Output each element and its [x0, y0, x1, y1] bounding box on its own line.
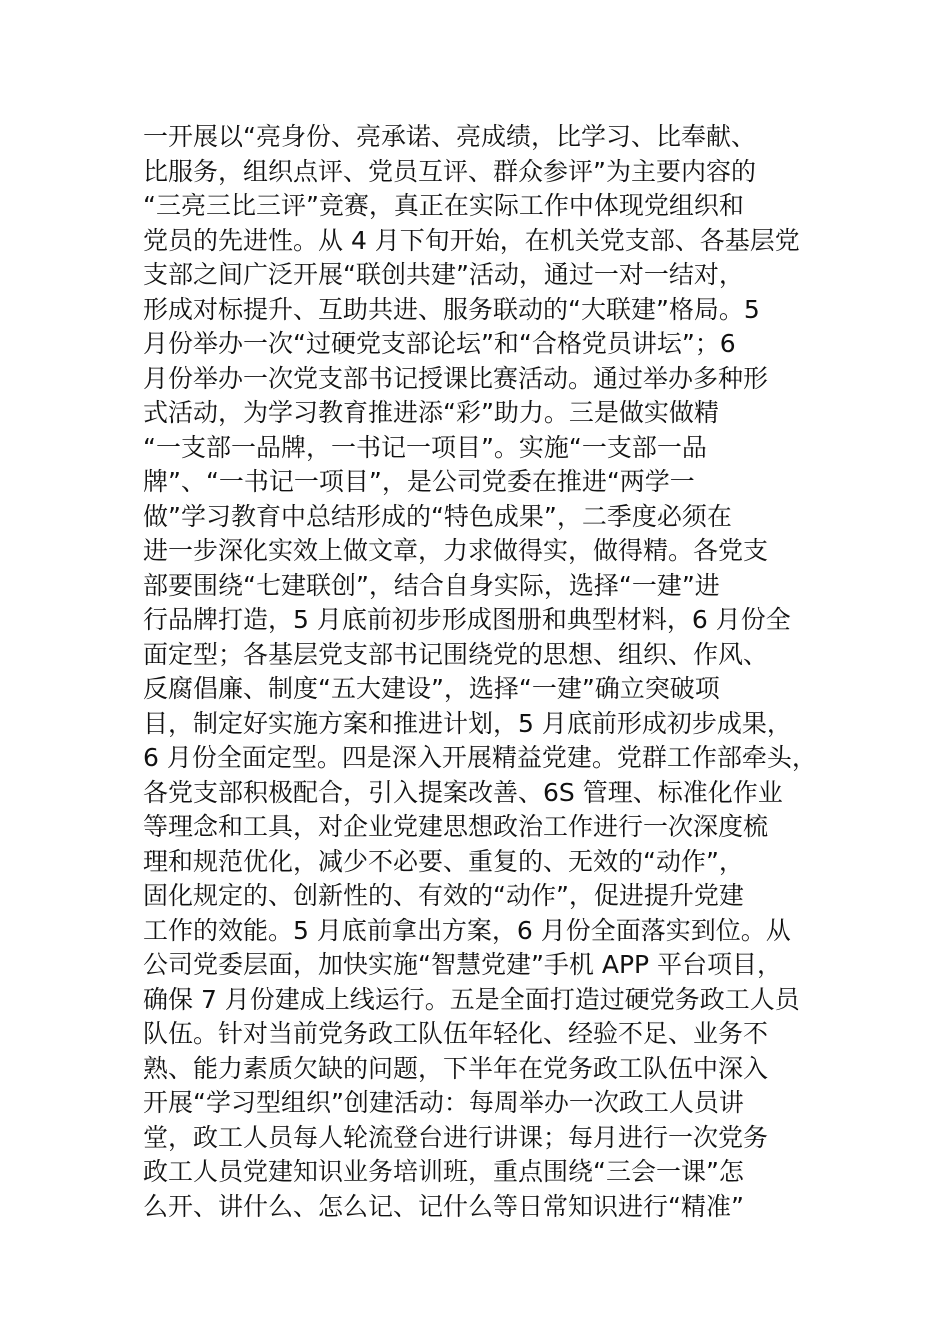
text-line: 式活动，为学习教育推进添“彩”助力。三是做实做精: [143, 398, 719, 427]
text-line: 工作的效能。5 月底前拿出方案，6 月份全面落实到位。从: [143, 915, 791, 945]
text-line: 各党支部积极配合，引入提案改善、6S 管理、标准化作业: [143, 777, 783, 807]
text-line: 月份举办一次“过硬党支部论坛”和“合格党员讲坛”；6: [143, 329, 736, 358]
text-line: 部要围绕“七建联创”，结合自身实际，选择“一建”进: [143, 570, 720, 600]
text-line: 队伍。针对当前党务政工队伍年轻化、经验不足、业务不: [143, 1019, 769, 1048]
text-line: 比服务，组织点评、党员互评、群众参评”为主要内容的: [143, 156, 756, 186]
text-line: 面定型；各基层党支部书记围绕党的思想、组织、作风、: [143, 639, 769, 669]
text-line: 理和规范优化，减少不必要、重复的、无效的“动作”，: [143, 846, 744, 876]
text-line: 等理念和工具，对企业党建思想政治工作进行一次深度梳: [143, 812, 769, 841]
text-line: 堂，政工人员每人轮流登台进行讲课；每月进行一次党务: [143, 1122, 769, 1152]
text-line: 形成对标提升、互助共进、服务联动的“大联建”格局。5: [143, 294, 760, 324]
text-line: 6 月份全面定型。四是深入开展精益党建。党群工作部牵头，: [143, 743, 817, 772]
text-line: 目，制定好实施方案和推进计划，5 月底前形成初步成果，: [143, 708, 792, 738]
text-line: 进一步深化实效上做文章，力求做得实，做得精。各党支: [143, 536, 769, 565]
text-line: 党员的先进性。从 4 月下旬开始，在机关党支部、各基层党: [143, 225, 800, 255]
text-line: 熟、能力素质欠缺的问题，下半年在党务政工队伍中深入: [143, 1053, 769, 1083]
text-line: 固化规定的、创新性的、有效的“动作”，促进提升党建: [143, 881, 744, 910]
text-line: 月份举办一次党支部书记授课比赛活动。通过举办多种形: [143, 363, 769, 393]
text-line: 做”学习教育中总结形成的“特色成果”，二季度必须在: [143, 501, 732, 531]
body-text: [143, 120, 843, 1224]
text-line: 一开展以“亮身份、亮承诺、亮成绩，比学习、比奉献、: [143, 122, 756, 151]
text-line: 确保 7 月份建成上线运行。五是全面打造过硬党务政工人员: [143, 984, 800, 1014]
text-line: “三亮三比三评”竞赛，真正在实际工作中体现党组织和: [143, 191, 744, 220]
text-line: 牌”、“一书记一项目”，是公司党委在推进“两学一: [143, 467, 695, 496]
text-line: 反腐倡廉、制度“五大建设”，选择“一建”确立突破项: [143, 674, 720, 703]
text-line: 开展“学习型组织”创建活动：每周举办一次政工人员讲: [143, 1088, 744, 1117]
text-line: 支部之间广泛开展“联创共建”活动，通过一对一结对，: [143, 260, 744, 289]
text-line: 公司党委层面，加快实施“智慧党建”手机 APP 平台项目，: [143, 950, 783, 979]
text-line: 么开、讲什么、怎么记、记什么等日常知识进行“精准”: [143, 1191, 744, 1221]
text-line: “一支部一品牌，一书记一项目”。实施“一支部一品: [143, 432, 707, 462]
text-line: 政工人员党建知识业务培训班，重点围绕“三会一课”怎: [143, 1157, 744, 1186]
text-line: 行品牌打造，5 月底前初步形成图册和典型材料，6 月份全: [143, 605, 791, 634]
